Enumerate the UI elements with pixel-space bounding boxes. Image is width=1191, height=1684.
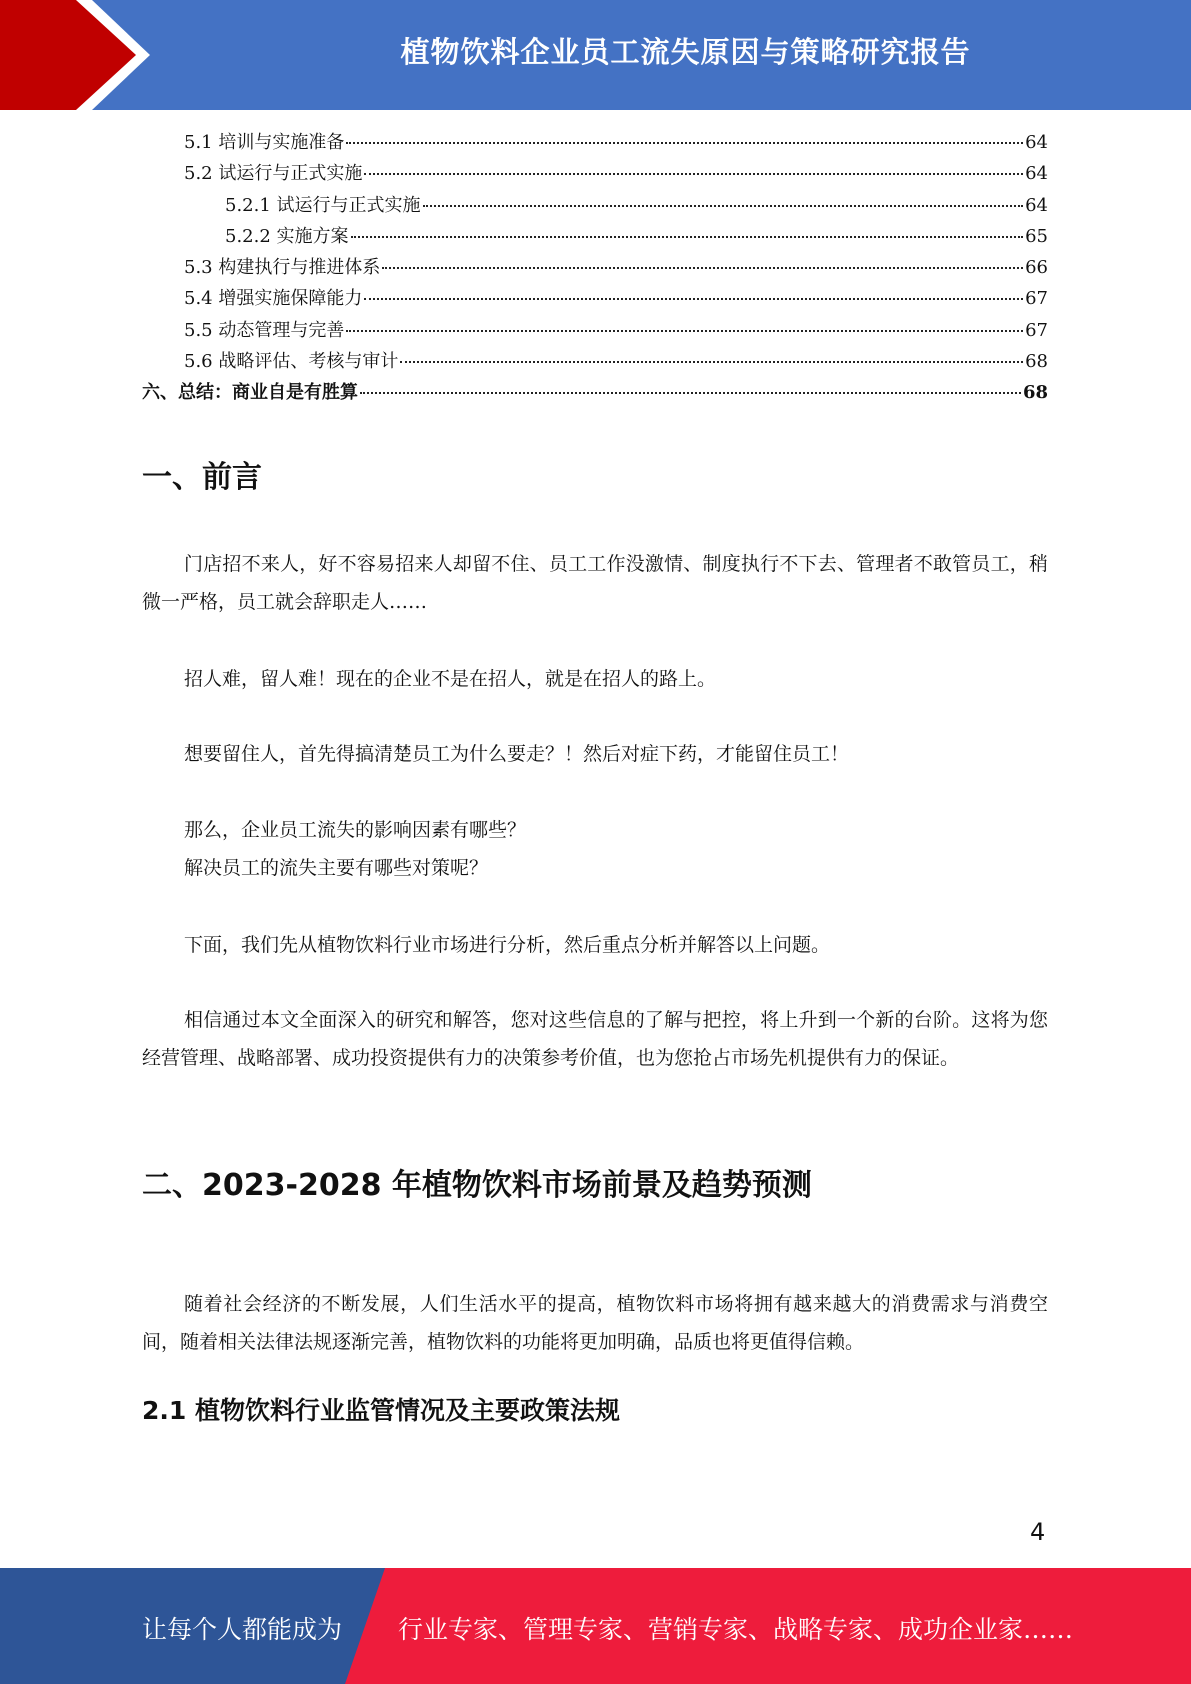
toc-entry-page: 64 [1025,163,1048,185]
paragraph: 招人难，留人难！现在的企业不是在招人，就是在招人的路上。 [184,668,717,690]
toc-entry-label: 5.4 增强实施保障能力 [184,288,363,310]
paragraph: 解决员工的流失主要有哪些对策呢？ [184,857,489,879]
subsection-heading-regulation: 2.1 植物饮料行业监管情况及主要政策法规 [142,1396,620,1425]
toc-entry-page: 65 [1025,225,1048,247]
toc-dot-leader [346,330,1023,332]
toc-entry-label: 5.2.1 试运行与正式实施 [225,194,421,216]
toc-entry-page: 68 [1022,382,1048,404]
toc-entry-label: 5.1 培训与实施准备 [184,132,345,153]
toc-entry-label: 5.2.2 实施方案 [225,225,349,247]
toc-entry-label: 5.2 试运行与正式实施 [184,163,363,185]
toc-dot-leader [364,298,1023,300]
toc-entry-page: 67 [1025,319,1048,341]
toc-entry-label: 5.6 战略评估、考核与审计 [184,351,399,373]
toc-entry-page: 64 [1025,194,1048,216]
report-title: 植物饮料企业员工流失原因与策略研究报告 [400,35,971,69]
paragraph: 下面，我们先从植物饮料行业市场进行分析，然后重点分析并解答以上问题。 [184,934,831,956]
toc-entry-page: 64 [1025,132,1048,153]
page-footer [0,1568,1191,1684]
paragraph: 相信通过本文全面深入的研究和解答，您对这些信息的了解与把控，将上升到一个新的台阶。这将为您经营管理、战略部署、成功投资提供有力的决策参考价值，也为您抢占市场先机提供有力的保证。 [142,1009,1048,1069]
toc-entry[interactable] [142,253,1048,284]
toc-entry[interactable] [142,378,1048,409]
toc-dot-leader [423,205,1024,207]
page-number: 4 [1030,1518,1046,1546]
toc-entry-page: 68 [1025,351,1048,373]
section-heading-preface: 一、前言 [142,460,262,495]
toc-entry-page: 67 [1025,288,1048,310]
toc-entry-page: 66 [1025,257,1048,279]
toc-entry-label: 5.3 构建执行与推进体系 [184,257,381,279]
toc-dot-leader [364,173,1023,175]
header-ribbon-icon [0,0,160,110]
footer-slogan-right: 行业专家、管理专家、营销专家、战略专家、成功企业家…… [398,1615,1074,1644]
paragraph: 那么，企业员工流失的影响因素有哪些？ [184,819,527,841]
toc-dot-leader [360,392,1021,394]
toc-dot-leader [400,361,1023,363]
section-heading-market-forecast: 二、2023-2028 年植物饮料市场前景及趋势预测 [142,1168,812,1203]
paragraph: 门店招不来人，好不容易招来人却留不住、员工工作没激情、制度执行不下去、管理者不敢管员工，稍微一严格，员工就会辞职走人…… [142,553,1048,613]
toc-entry[interactable] [142,316,1048,347]
toc-entry[interactable] [142,159,1048,190]
toc-dot-leader [351,236,1024,238]
toc-entry[interactable] [142,284,1048,315]
toc-entry-label: 5.5 动态管理与完善 [184,319,345,341]
toc-dot-leader [382,267,1023,269]
toc-entry[interactable] [142,128,1048,159]
paragraph: 想要留住人，首先得搞清楚员工为什么要走？！然后对症下药，才能留住员工！ [184,743,850,765]
toc-entry[interactable] [142,347,1048,378]
toc-dot-leader [346,142,1023,144]
toc-entry[interactable] [142,191,1048,222]
toc-entry[interactable] [142,222,1048,253]
page-header [0,0,1191,110]
toc-entry-label: 六、总结：商业自是有胜算 [142,382,358,404]
footer-slogan-left: 让每个人都能成为 [142,1615,343,1644]
table-of-contents [142,128,1048,410]
paragraph: 随着社会经济的不断发展，人们生活水平的提高，植物饮料市场将拥有越来越大的消费需求与消费空间，随着相关法律法规逐渐完善，植物饮料的功能将更加明确，品质也将更值得信赖。 [142,1293,1048,1353]
